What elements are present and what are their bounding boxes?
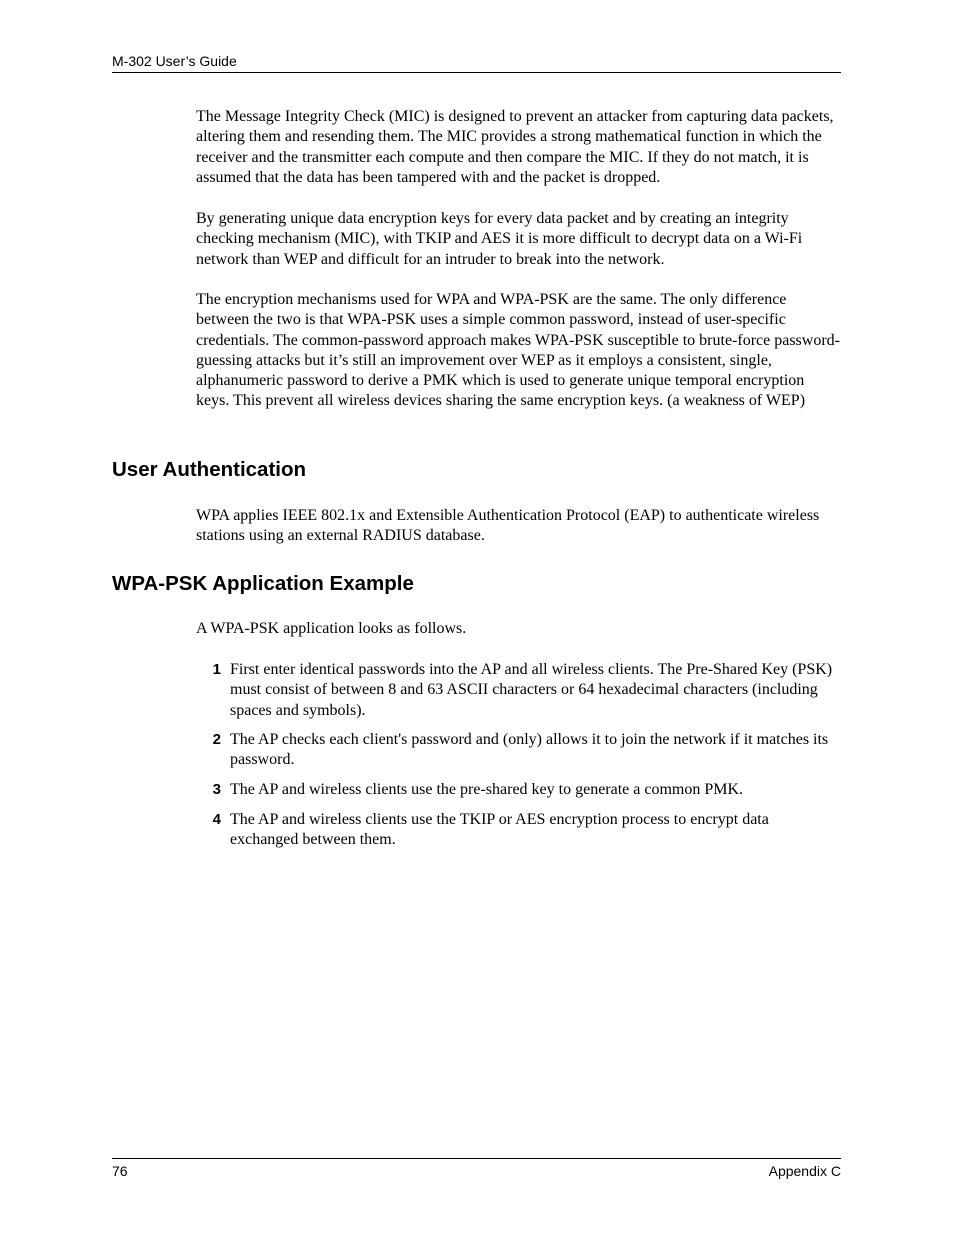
heading-wpa-psk-example: WPA-PSK Application Example <box>112 572 414 595</box>
list-item <box>196 660 841 721</box>
step-text: The AP and wireless clients use the pre-shared key to generate a common PMK. <box>230 781 744 798</box>
step-number: 1 <box>212 661 221 678</box>
paragraph-wpa-psk-intro: A WPA-PSK application looks as follows. <box>196 620 467 637</box>
step-text: The AP and wireless clients use the TKIP or AES encryption process to encrypt data exchanged between them. <box>230 811 769 849</box>
list-item <box>196 810 841 851</box>
footer-section: Appendix C <box>768 1163 841 1179</box>
step-number: 3 <box>212 781 221 798</box>
page-footer <box>112 1158 841 1181</box>
list-item <box>196 780 841 800</box>
paragraph-encryption-keys: By generating unique data encryption keys for every data packet and by creating an integrity checking mechanism (MIC), with TKIP and AES it is more difficult to decrypt data on a Wi-Fi network than WEP and difficult for an intruder to break into the network. <box>196 210 803 268</box>
paragraph-wpa-psk-difference: The encryption mechanisms used for WPA and WPA-PSK are the same. The only difference between the two is that WPA-PSK uses a simple common password, instead of user-specific credentials. The common-password approach makes WPA-PSK susceptible to brute-force password-guessing attacks but it’s still an improvement over WEP as it employs a consistent, single, alphanumeric password to derive a PMK which is used to generate unique temporal encryption keys. This prevent all wireless devices sharing the same encryption keys. (a weakness of WEP) <box>196 291 840 410</box>
step-number: 2 <box>212 731 221 748</box>
document-title: M-302 User’s Guide <box>112 53 237 69</box>
paragraph-mic: The Message Integrity Check (MIC) is designed to prevent an attacker from capturing data packets, altering them and resending them. The MIC provides a strong mathematical function in which the receiver and the transmitter each compute and then compare the MIC. If they do not match, it is assumed that the data has been tampered with and the packet is dropped. <box>196 108 834 186</box>
step-text: First enter identical passwords into the AP and all wireless clients. The Pre-Shared Key (PSK) must consist of between 8 and 63 ASCII characters or 64 hexadecimal characters (including spaces and symbols). <box>230 661 833 719</box>
list-item <box>196 730 841 771</box>
step-text: The AP checks each client's password and (only) allows it to join the network if it matches its password. <box>230 731 829 769</box>
paragraph-user-authentication: WPA applies IEEE 802.1x and Extensible Authentication Protocol (EAP) to authenticate wireless stations using an external RADIUS database. <box>196 507 820 545</box>
page-number: 76 <box>112 1163 128 1179</box>
heading-user-authentication: User Authentication <box>112 458 307 481</box>
step-number: 4 <box>212 811 221 828</box>
page-header <box>112 51 841 73</box>
